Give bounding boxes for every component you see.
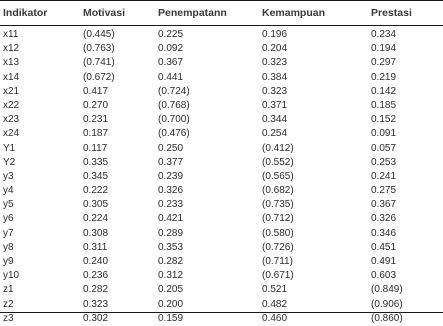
cell-indikator: y7 bbox=[3, 227, 14, 239]
table-header-row bbox=[0, 5, 443, 21]
cell-prestasi: 0.451 bbox=[371, 241, 397, 253]
cell-motivasi: 0.117 bbox=[83, 142, 108, 154]
cell-motivasi: 0.231 bbox=[83, 114, 109, 126]
cell-penempatan: 0.250 bbox=[158, 142, 184, 154]
cell-penempatan: 0.233 bbox=[158, 199, 184, 211]
cell-prestasi: (0.906) bbox=[371, 298, 403, 310]
cell-kemampuan: (0.726) bbox=[262, 241, 294, 253]
cell-prestasi: 0.057 bbox=[371, 142, 397, 154]
cell-motivasi: 0.282 bbox=[83, 284, 109, 296]
cell-penempatan: 0.367 bbox=[158, 57, 184, 69]
cell-kemampuan: 0.460 bbox=[262, 312, 288, 324]
cell-penempatan: (0.700) bbox=[158, 114, 190, 126]
cell-kemampuan: 0.204 bbox=[262, 43, 288, 55]
cell-prestasi: (0.860) bbox=[371, 312, 403, 324]
cell-indikator: y4 bbox=[3, 185, 14, 197]
table-row bbox=[0, 255, 443, 269]
cell-penempatan: 0.421 bbox=[158, 213, 184, 225]
cell-penempatan: 0.159 bbox=[158, 312, 184, 324]
table-row bbox=[0, 99, 443, 113]
cell-penempatan: 0.205 bbox=[158, 284, 184, 296]
cell-kemampuan: (0.552) bbox=[262, 156, 294, 168]
table-row bbox=[0, 156, 443, 170]
table-row bbox=[0, 212, 443, 226]
cell-indikator: x13 bbox=[3, 57, 20, 69]
cell-motivasi: 0.335 bbox=[83, 156, 109, 168]
cell-indikator: y3 bbox=[3, 170, 14, 182]
cell-kemampuan: (0.682) bbox=[262, 185, 294, 197]
cell-motivasi: 0.345 bbox=[83, 170, 109, 182]
table-body bbox=[0, 28, 443, 326]
cell-kemampuan: (0.412) bbox=[262, 142, 294, 154]
cell-penempatan: (0.476) bbox=[158, 128, 190, 140]
cell-kemampuan: 0.384 bbox=[262, 71, 288, 83]
cell-kemampuan: 0.482 bbox=[262, 298, 288, 310]
header-motivasi: Motivasi bbox=[83, 7, 126, 19]
cell-indikator: x11 bbox=[3, 29, 19, 40]
cell-prestasi: 0.326 bbox=[371, 213, 397, 225]
table-row bbox=[0, 184, 443, 198]
cell-indikator: y5 bbox=[3, 199, 14, 211]
cell-kemampuan: (0.711) bbox=[262, 256, 293, 267]
cell-penempatan: 0.239 bbox=[158, 170, 184, 182]
cell-kemampuan: (0.735) bbox=[262, 199, 294, 211]
cell-motivasi: 0.236 bbox=[83, 270, 109, 282]
cell-penempatan: (0.724) bbox=[158, 85, 190, 97]
cell-prestasi: 0.603 bbox=[371, 270, 397, 282]
cell-kemampuan: (0.580) bbox=[262, 227, 294, 239]
cell-motivasi: 0.222 bbox=[83, 185, 109, 197]
cell-kemampuan: (0.712) bbox=[262, 213, 294, 225]
cell-motivasi: 0.308 bbox=[83, 227, 109, 239]
cell-prestasi: 0.346 bbox=[371, 227, 397, 239]
table-row bbox=[0, 85, 443, 99]
cell-motivasi: (0.741) bbox=[83, 57, 115, 69]
cell-penempatan: 0.441 bbox=[158, 71, 184, 83]
cell-indikator: Y1 bbox=[3, 142, 16, 154]
cell-penempatan: 0.377 bbox=[158, 156, 184, 168]
cell-prestasi: 0.234 bbox=[371, 29, 397, 40]
cell-indikator: x14 bbox=[3, 71, 20, 83]
table-row bbox=[0, 312, 443, 326]
cell-prestasi: 0.219 bbox=[371, 71, 397, 83]
table-bottom-rule bbox=[0, 312, 443, 313]
header-penempatan: Penempatann bbox=[158, 7, 227, 19]
header-prestasi: Prestasi bbox=[371, 7, 412, 19]
cell-motivasi: 0.323 bbox=[83, 298, 109, 310]
cell-indikator: z3 bbox=[3, 312, 14, 324]
cell-kemampuan: 0.521 bbox=[262, 284, 288, 296]
table-row bbox=[0, 269, 443, 283]
cell-motivasi: 0.311 bbox=[83, 241, 108, 253]
cell-prestasi: 0.194 bbox=[371, 43, 397, 55]
cell-prestasi: 0.367 bbox=[371, 199, 397, 211]
cell-indikator: x12 bbox=[3, 43, 20, 55]
cell-penempatan: 0.092 bbox=[158, 43, 184, 55]
cell-penempatan: 0.200 bbox=[158, 298, 184, 310]
cell-prestasi: 0.253 bbox=[371, 156, 397, 168]
table-row bbox=[0, 56, 443, 70]
cell-prestasi: (0.849) bbox=[371, 284, 403, 296]
table-row bbox=[0, 42, 443, 56]
cell-indikator: y10 bbox=[3, 270, 20, 282]
cell-indikator: y6 bbox=[3, 213, 14, 225]
cell-kemampuan: 0.254 bbox=[262, 128, 288, 140]
cell-motivasi: 0.224 bbox=[83, 213, 109, 225]
table-row bbox=[0, 127, 443, 141]
cell-motivasi: 0.240 bbox=[83, 256, 109, 267]
cell-prestasi: 0.142 bbox=[371, 85, 397, 97]
cell-prestasi: 0.152 bbox=[371, 114, 397, 126]
cell-prestasi: 0.091 bbox=[371, 128, 397, 140]
table-row bbox=[0, 227, 443, 241]
table-row bbox=[0, 298, 443, 312]
cell-penempatan: 0.225 bbox=[158, 29, 184, 40]
table-row bbox=[0, 170, 443, 184]
cell-indikator: Y2 bbox=[3, 156, 16, 168]
cell-penempatan: (0.768) bbox=[158, 99, 190, 111]
cell-prestasi: 0.275 bbox=[371, 185, 397, 197]
cell-indikator: y8 bbox=[3, 241, 14, 253]
cell-kemampuan: 0.344 bbox=[262, 114, 288, 126]
cell-motivasi: 0.305 bbox=[83, 199, 109, 211]
cell-prestasi: 0.241 bbox=[371, 170, 397, 182]
cell-indikator: x23 bbox=[3, 114, 20, 126]
cell-kemampuan: 0.323 bbox=[262, 85, 288, 97]
cell-kemampuan: 0.323 bbox=[262, 57, 288, 69]
cell-penempatan: 0.282 bbox=[158, 256, 184, 267]
table-header-rule bbox=[0, 25, 443, 26]
cell-indikator: x24 bbox=[3, 128, 20, 140]
cell-prestasi: 0.185 bbox=[371, 99, 397, 111]
table-row bbox=[0, 198, 443, 212]
cell-motivasi: 0.417 bbox=[83, 85, 109, 97]
cell-indikator: x22 bbox=[3, 99, 20, 111]
cell-indikator: z2 bbox=[3, 298, 14, 310]
cell-motivasi: (0.445) bbox=[83, 29, 115, 40]
table-row bbox=[0, 28, 443, 42]
cell-penempatan: 0.353 bbox=[158, 241, 184, 253]
cell-indikator: y9 bbox=[3, 256, 14, 267]
table-row bbox=[0, 241, 443, 255]
cell-kemampuan: 0.371 bbox=[262, 99, 288, 111]
cell-motivasi: 0.187 bbox=[83, 128, 109, 140]
header-indikator: Indikator bbox=[3, 7, 48, 19]
cell-motivasi: 0.302 bbox=[83, 312, 109, 324]
cell-motivasi: 0.270 bbox=[83, 99, 109, 111]
table-top-rule bbox=[0, 0, 443, 1]
cell-prestasi: 0.297 bbox=[371, 57, 397, 69]
cell-penempatan: 0.326 bbox=[158, 185, 184, 197]
cell-indikator: x21 bbox=[3, 85, 20, 97]
table-row bbox=[0, 113, 443, 127]
cell-kemampuan: (0.565) bbox=[262, 170, 294, 182]
table-row bbox=[0, 283, 443, 297]
cell-kemampuan: (0.671) bbox=[262, 270, 294, 282]
header-kemampuan: Kemampuan bbox=[262, 7, 326, 19]
cell-penempatan: 0.312 bbox=[158, 270, 184, 282]
cell-motivasi: (0.763) bbox=[83, 43, 115, 55]
cell-prestasi: 0.491 bbox=[371, 256, 397, 267]
cell-kemampuan: 0.196 bbox=[262, 29, 288, 40]
table-row bbox=[0, 71, 443, 85]
cell-penempatan: 0.289 bbox=[158, 227, 184, 239]
cell-motivasi: (0.672) bbox=[83, 71, 115, 83]
table-row bbox=[0, 142, 443, 156]
cell-indikator: z1 bbox=[3, 284, 14, 296]
